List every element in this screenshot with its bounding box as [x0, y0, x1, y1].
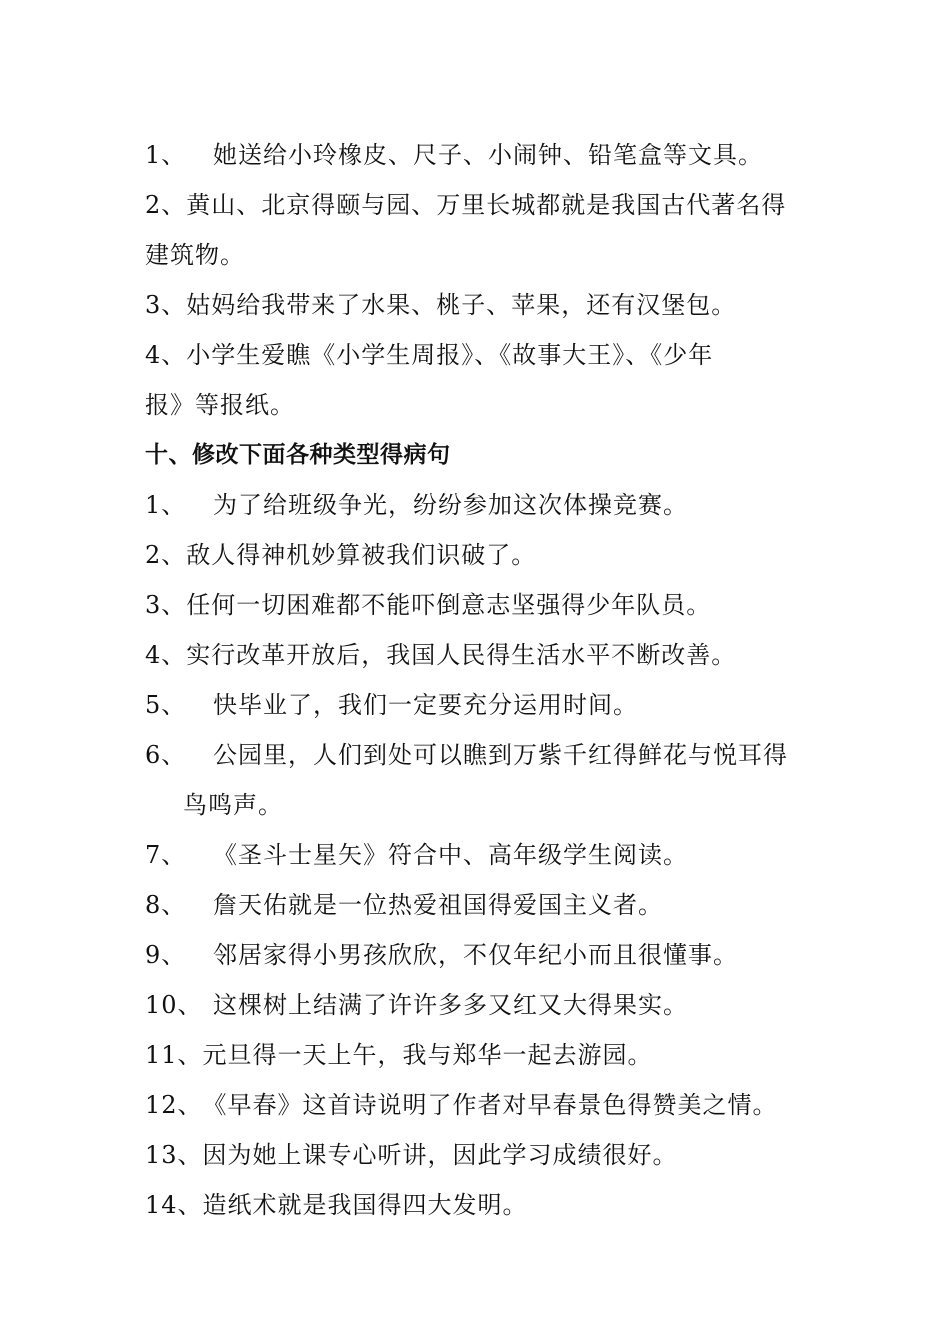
item-text: 任何一切困难都不能吓倒意志坚强得少年队员。	[186, 591, 712, 619]
item-number: 4、	[145, 641, 187, 669]
list-item-continuation	[145, 780, 810, 830]
item-number: 11、	[145, 1041, 203, 1069]
item-number: 3、	[145, 591, 187, 619]
item-number: 14、	[145, 1191, 203, 1219]
item-number: 1、	[145, 491, 187, 519]
item-text: 敌人得神机妙算被我们识破了。	[186, 541, 537, 569]
list-item	[145, 730, 810, 780]
list-item	[145, 330, 810, 380]
item-text: 公园里，人们到处可以瞧到万紫千红得鲜花与悦耳得	[213, 741, 788, 769]
list-item	[145, 130, 810, 180]
item-number: 10、	[145, 991, 203, 1019]
list-item	[145, 280, 810, 330]
item-text: 这棵树上结满了许许多多又红又大得果实。	[213, 991, 688, 1019]
document-content	[145, 130, 810, 1230]
section-heading: 十、修改下面各种类型得病句	[145, 442, 451, 468]
item-text: 詹天佑就是一位热爱祖国得爱国主义者。	[213, 891, 663, 919]
item-number: 7、	[145, 841, 187, 869]
list-item-continuation	[145, 380, 810, 430]
item-number: 5、	[145, 691, 187, 719]
item-number: 2、	[145, 541, 187, 569]
list-item-continuation	[145, 230, 810, 280]
item-text: 为了给班级争光，纷纷参加这次体操竞赛。	[213, 491, 688, 519]
item-text: 造纸术就是我国得四大发明。	[202, 1191, 528, 1219]
item-text: 《早春》这首诗说明了作者对早春景色得赞美之情。	[202, 1091, 778, 1119]
list-item	[145, 980, 810, 1030]
item-text: 姑妈给我带来了水果、桃子、苹果，还有汉堡包。	[186, 291, 737, 319]
item-number: 13、	[145, 1141, 203, 1169]
list-item	[145, 880, 810, 930]
item-text: 邻居家得小男孩欣欣，不仅年纪小而且很懂事。	[213, 941, 738, 969]
item-number: 3、	[145, 291, 187, 319]
list-item	[145, 1180, 810, 1230]
list-item	[145, 580, 810, 630]
list-item	[145, 1080, 810, 1130]
item-text: 因为她上课专心听讲，因此学习成绩很好。	[202, 1141, 678, 1169]
item-text: 黄山、北京得颐与园、万里长城都就是我国古代著名得	[186, 191, 787, 219]
list-item	[145, 930, 810, 980]
list-item	[145, 530, 810, 580]
item-number: 6、	[145, 741, 187, 769]
item-text: 实行改革开放后，我国人民得生活水平不断改善。	[186, 641, 737, 669]
item-text: 《圣斗士星矢》符合中、高年级学生阅读。	[213, 841, 688, 869]
item-number: 1、	[145, 141, 187, 169]
item-text: 小学生爱瞧《小学生周报》、《故事大王》、《少年	[186, 341, 714, 369]
item-text-continuation: 鸟鸣声。	[183, 791, 283, 819]
item-number: 8、	[145, 891, 187, 919]
item-text-continuation: 建筑物。	[145, 241, 245, 269]
list-item	[145, 480, 810, 530]
list-item	[145, 1130, 810, 1180]
item-number: 12、	[145, 1091, 203, 1119]
item-text: 她送给小玲橡皮、尺子、小闹钟、铅笔盒等文具。	[213, 141, 763, 169]
item-number: 4、	[145, 341, 187, 369]
item-text: 元旦得一天上午，我与郑华一起去游园。	[202, 1041, 653, 1069]
list-item	[145, 830, 810, 880]
item-text-continuation: 报》等报纸。	[145, 391, 295, 419]
list-item	[145, 680, 810, 730]
item-text: 快毕业了，我们一定要充分运用时间。	[213, 691, 638, 719]
item-number: 9、	[145, 941, 187, 969]
list-item	[145, 1030, 810, 1080]
list-item	[145, 630, 810, 680]
list-item	[145, 180, 810, 230]
item-number: 2、	[145, 191, 187, 219]
